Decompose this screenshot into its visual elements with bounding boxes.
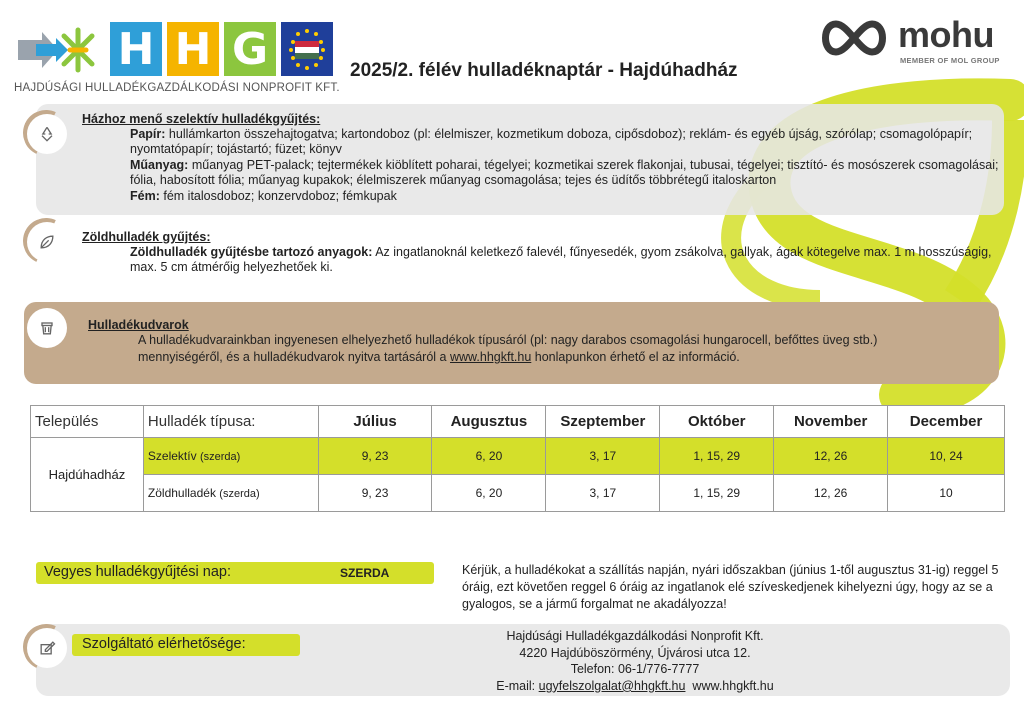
hhg-arrows-icon [16, 22, 100, 78]
hhg-logo [14, 16, 340, 96]
waste-type-name: Zöldhulladék [147, 486, 216, 500]
contact-label: Szolgáltató elérhetősége: [82, 636, 246, 652]
plastic-text: műanyag PET-palack; tejtermékek kiöblített poharai, tégelyei; kozmetikai szerek flakonjai, tubusai, tégelyei; tisztító- és mosószerek csomagolásai; fólia, habosított fólia; műanyag kupakok; élelmiszerek műanyag csomagolása; tejes és üdítős többrétegű italoskarton [130, 157, 999, 188]
month-header: Augusztus [432, 406, 546, 438]
green-heading: Zöldhulladék gyűjtés: [82, 230, 211, 244]
green-label: Zöldhulladék gyűjtésbe tartozó anyagok: [130, 245, 373, 259]
page-title: 2025/2. félév hulladéknaptár - Hajdúhadház [350, 60, 738, 81]
waste-type-cell [143, 438, 318, 475]
table-header-row [31, 406, 1005, 438]
table-row-selective [31, 438, 1005, 475]
month-header: Július [318, 406, 432, 438]
metal-text: fém italosdoboz; konzervdoboz; fémkupak [163, 188, 397, 203]
date-cell: 3, 17 [546, 475, 660, 512]
recycle-icon [27, 114, 67, 154]
waste-type-name: Szelektív [147, 449, 197, 463]
contact-email-link[interactable]: ugyfelszolgalat@hhgkft.hu [538, 678, 686, 693]
date-cell: 9, 23 [318, 475, 432, 512]
contact-company: Hajdúsági Hulladékgazdálkodási Nonprofit Kft. [506, 629, 764, 643]
paper-text: hullámkarton összehajtogatva; kartondoboz (pl: élelmiszer, kozmetikum doboza, cipősdoboz); reklám- és egyéb újság, szórólap; csomagolópapír; nyomtatópapír; tojástartó; füzet; könyv [130, 127, 973, 157]
date-cell: 12, 26 [774, 475, 888, 512]
date-cell: 1, 15, 29 [660, 438, 774, 475]
green-body [82, 245, 1002, 276]
paper-label: Papír: [130, 127, 166, 141]
metal-label: Fém: [130, 188, 160, 203]
date-cell: 12, 26 [774, 438, 888, 475]
mohu-infinity-icon [816, 16, 892, 60]
selective-heading: Házhoz menő szelektív hulladékgyűjtés: [82, 112, 321, 126]
yards-website-link[interactable]: www.hhgkft.hu [450, 350, 532, 364]
edit-icon [27, 628, 67, 668]
month-header: Szeptember [546, 406, 660, 438]
contact-email-label: E-mail: [496, 678, 536, 693]
contact-details [440, 628, 830, 694]
org-name: HAJDÚSÁGI HULLADÉKGAZDÁLKODÁSI NONPROFIT KFT. [14, 82, 340, 94]
month-header: Október [660, 406, 774, 438]
hhg-letter-h1: H [110, 22, 162, 76]
date-cell: 6, 20 [432, 438, 546, 475]
mohu-wordmark: mohu [898, 14, 994, 55]
hhg-letter-g: G [224, 22, 276, 76]
hhg-letter-h2: H [167, 22, 219, 76]
mixed-waste-day: SZERDA [340, 566, 390, 580]
yards-body [138, 332, 938, 366]
waste-type-day: (szerda) [219, 488, 260, 500]
month-header: December [888, 406, 1005, 438]
col-town-header: Település [31, 406, 144, 438]
bin-icon [27, 308, 67, 348]
waste-type-cell [143, 475, 318, 512]
date-cell: 3, 17 [546, 438, 660, 475]
plastic-label: Műanyag: [130, 157, 189, 172]
leaf-icon [27, 222, 67, 262]
eu-hungary-flag-icon [281, 22, 333, 76]
waste-type-day: (szerda) [199, 451, 241, 463]
green-text: Az ingatlanoknál keletkező falevél, fűnyesedék, gyom zsákolva, gallyak, ágak kötegelve max. 1 m hosszúságig, max. 5 cm átmérőig helyezhetőek ki. [130, 245, 992, 275]
col-type-header: Hulladék típusa: [143, 406, 318, 438]
selective-body [82, 127, 1002, 204]
date-cell: 1, 15, 29 [660, 475, 774, 512]
yards-text-before: A hulladékudvarainkban ingyenesen elhelyezhető hulladékok típusáról (pl: nagy darabos csomagolási hungarocell, befőttes üveg stb.) mennyiségéről, és a hulladékudvarok nyitva tartásáról a [138, 333, 878, 364]
mohu-logo [816, 14, 1006, 70]
month-header: November [774, 406, 888, 438]
table-row-green [31, 475, 1005, 512]
town-cell: Hajdúhadház [31, 438, 144, 512]
schedule-table [30, 405, 1005, 512]
contact-web-link[interactable]: www.hhgkft.hu [692, 678, 774, 693]
notice-text: Kérjük, a hulladékokat a szállítás napján, nyári időszakban (június 1-től augusztus 31-ig) reggel 5 óráig, ezt követően reggel 6 óráig az ingatlanok elé szíveskedjenek kihelyezni úgy, hogy az se a gyalogos, se a jármű forgalmat ne akadályozza! [462, 563, 999, 611]
date-cell: 10 [888, 475, 1005, 512]
contact-phone: Telefon: 06-1/776-7777 [570, 662, 700, 677]
date-cell: 9, 23 [318, 438, 432, 475]
mohu-tagline: MEMBER OF MOL GROUP [900, 56, 1000, 65]
contact-address: 4220 Hajdúböszörmény, Újvárosi utca 12. [519, 645, 751, 660]
mixed-waste-label: Vegyes hulladékgyűjtési nap: [44, 564, 232, 580]
date-cell: 10, 24 [888, 438, 1005, 475]
yards-text-after: honlapunkon érhető el az információ. [534, 350, 740, 364]
yards-heading: Hulladékudvarok [88, 318, 189, 332]
date-cell: 6, 20 [432, 475, 546, 512]
